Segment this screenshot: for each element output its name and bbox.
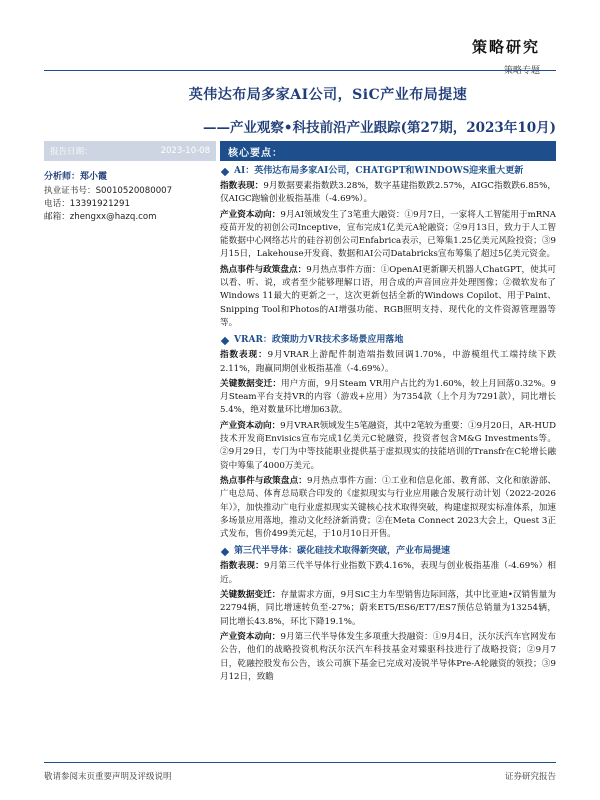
contact-label: 邮箱： — [44, 212, 70, 222]
diamond-bullet-icon — [221, 548, 229, 556]
paragraph-text: 用户方面，9月Steam VR用户占比约为1.60%，较上月回落0.32%。9月Steam平台支持VR的内容（游戏+应用）为7354款（上个月为7291款），同比增长5.4%，绝对数量环比增加63款。 — [220, 378, 556, 416]
header-divider — [44, 70, 556, 71]
paragraph — [220, 420, 556, 473]
brand-title: 策略研究 — [471, 38, 540, 56]
paragraph-text: 存量需求方面，9月SiC主力车型销售边际回落，其中比亚迪•汉销售量为22794辆，同比增速转负至-27%；蔚来ET5/ES6/ET7/ES7预估总销量为13254辆，同比增长43.8%，环比下降19.1%。 — [220, 590, 556, 627]
contact-row-email — [44, 211, 216, 224]
footer-divider — [44, 762, 556, 763]
brand-subtitle: 策略专题 — [503, 66, 540, 76]
paragraph-text: 9月第三代半导体发生多项重大投融资：①9月4日，沃尔沃汽车官网发布公告，他们的战略投资机构沃尔沃汽车科技基金对臻驱科技进行了战略投资；②9月7日，乾融控股发布公告，该公司旗下基金已完成对凌锐半导体Pre-A轮融资的领投；③9月12日，致瞻 — [220, 631, 556, 682]
diamond-bullet-icon — [221, 168, 229, 176]
paragraph — [220, 349, 556, 376]
paragraph-text: 9月VRAR上游配件制造端指数回调1.70%，中游模组代工端持续下跌2.11%，跑赢同期创业板指基准（-4.69%）。 — [220, 350, 556, 374]
footer-report-type: 证券研究报告 — [504, 772, 556, 782]
paragraph — [220, 631, 556, 684]
paragraph-text: 9月第三代半导体行业指数下跌4.16%，表现与创业板指基准（-4.69%）相近。 — [220, 561, 556, 585]
left-sidebar — [44, 141, 216, 224]
core-points-heading: 核心要点： — [220, 141, 556, 161]
section-title: 第三代半导体：碳化硅技术取得新突破，产业布局提速 — [234, 546, 451, 557]
section-vrar-heading — [220, 334, 556, 347]
paragraph-lead: 指数表现： — [220, 350, 268, 361]
section-ai-heading — [220, 165, 556, 178]
paragraph — [220, 209, 556, 262]
paragraph — [220, 378, 556, 418]
paragraph-lead: 指数表现： — [220, 181, 264, 191]
paragraph-text: 9月数据要素指数跌3.28%，数字基建指数跌2.57%，AIGC指数跌6.85%，仅AIGC跑输创业板指基准（-4.69%）。 — [220, 181, 556, 205]
paragraph-lead: 关键数据变迁： — [220, 378, 282, 389]
analyst-contact — [44, 185, 216, 224]
contact-value: S0010520080007 — [95, 186, 173, 196]
paragraph-lead: 产业资本动向： — [220, 631, 281, 642]
paragraph-lead: 产业资本动向： — [220, 420, 281, 431]
paragraph-text: 9月VRAR领域发生5笔融资，其中2笔较为重要：①9月20日，AR-HUD技术开发商Envisics宣布完成1亿美元C轮融资，投资者包含M&G Investments等。②9月29日，专门为中等技能职业提供基于虚拟现实的技能培训的Transfr在C轮增长融资中筹集了4000万美元。 — [220, 420, 557, 471]
report-title: 英伟达布局多家AI公司，SiC产业布局提速 — [188, 87, 468, 103]
paragraph — [220, 475, 556, 541]
analyst-name: 分析师：郑小霞 — [44, 172, 108, 182]
contact-label: 执业证书号： — [44, 186, 96, 196]
diamond-bullet-icon — [221, 337, 229, 345]
report-date-bar — [44, 141, 216, 161]
section-title: AI：英伟达布局多家AI公司，CHATGPT和WINDOWS迎来重大更新 — [234, 166, 524, 176]
paragraph-text: 9月热点事件方面：①工业和信息化部、教育部、文化和旅游部、广电总局、体育总局联合印发的《虚拟现实与行业应用融合发展行动计划（2022-2026年）》，加快推动广电行业虚拟现实关键核心技术取得突破，构建虚拟现实标准体系，加速多场景应用落地，推动文化经济新消费；②在Meta Connect 2023大会上，Quest 3正式发布，售价499美元起，于10月10日开售。 — [220, 475, 556, 540]
contact-row-license — [44, 185, 216, 198]
paragraph — [220, 589, 556, 629]
paragraph-lead: 产业资本动向： — [220, 209, 281, 220]
report-subtitle: ——产业观察•科技前沿产业跟踪(第27期，2023年10月) — [202, 120, 556, 136]
report-date-label: 报告日期： — [50, 147, 93, 157]
section-title: VRAR：政策助力VR技术多场景应用落地 — [234, 335, 404, 346]
paragraph-text: 9月热点事件方面：①OpenAI更新聊天机器人ChatGPT，使其可以看、听、说，或者至少能够理解口语，用合成的声音回应并处理图像；②微软发布了Windows 11最大的更新之一，这次更新包括全新的Windows Copilot、用于Paint、Snipping Tool和Photos的AI增强功能、RGB照明支持、现代化的文件资源管理器等等。 — [220, 264, 556, 328]
core-points-column — [220, 141, 556, 684]
contact-label: 电话： — [44, 199, 70, 209]
email-link[interactable]: zhengxx@hazq.com — [69, 212, 157, 222]
report-date-value: 2023-10-08 — [160, 146, 210, 156]
paragraph — [220, 560, 556, 587]
paragraph-lead: 热点事件与政策盘点： — [220, 475, 307, 486]
paragraph — [220, 264, 556, 330]
report-title-block — [100, 84, 556, 136]
paragraph-text: 9月AI领域发生了3笔重大融资：①9月7日，一家将人工智能用于mRNA疫苗开发的初创公司Inceptive，宣布完成1亿美元A轮融资；②9月13日，致力于人工智能数据中心网络芯片的硅谷初创公司Enfabrica表示，已筹集1.25亿美元风险投资；③9月15日，Lakehouse开发商、数据和AI公司Databricks宣布筹集了超过5亿美元资金。 — [220, 209, 556, 260]
paragraph — [220, 180, 556, 207]
paragraph-lead: 指数表现： — [220, 561, 264, 572]
footer-disclaimer: 敬请参阅末页重要声明及评级说明 — [44, 772, 172, 782]
section-semiconductor-heading — [220, 545, 556, 558]
paragraph-lead: 热点事件与政策盘点： — [220, 264, 307, 275]
contact-row-phone — [44, 198, 216, 211]
paragraph-lead: 关键数据变迁： — [220, 590, 281, 601]
contact-value: 13391921291 — [69, 199, 130, 209]
